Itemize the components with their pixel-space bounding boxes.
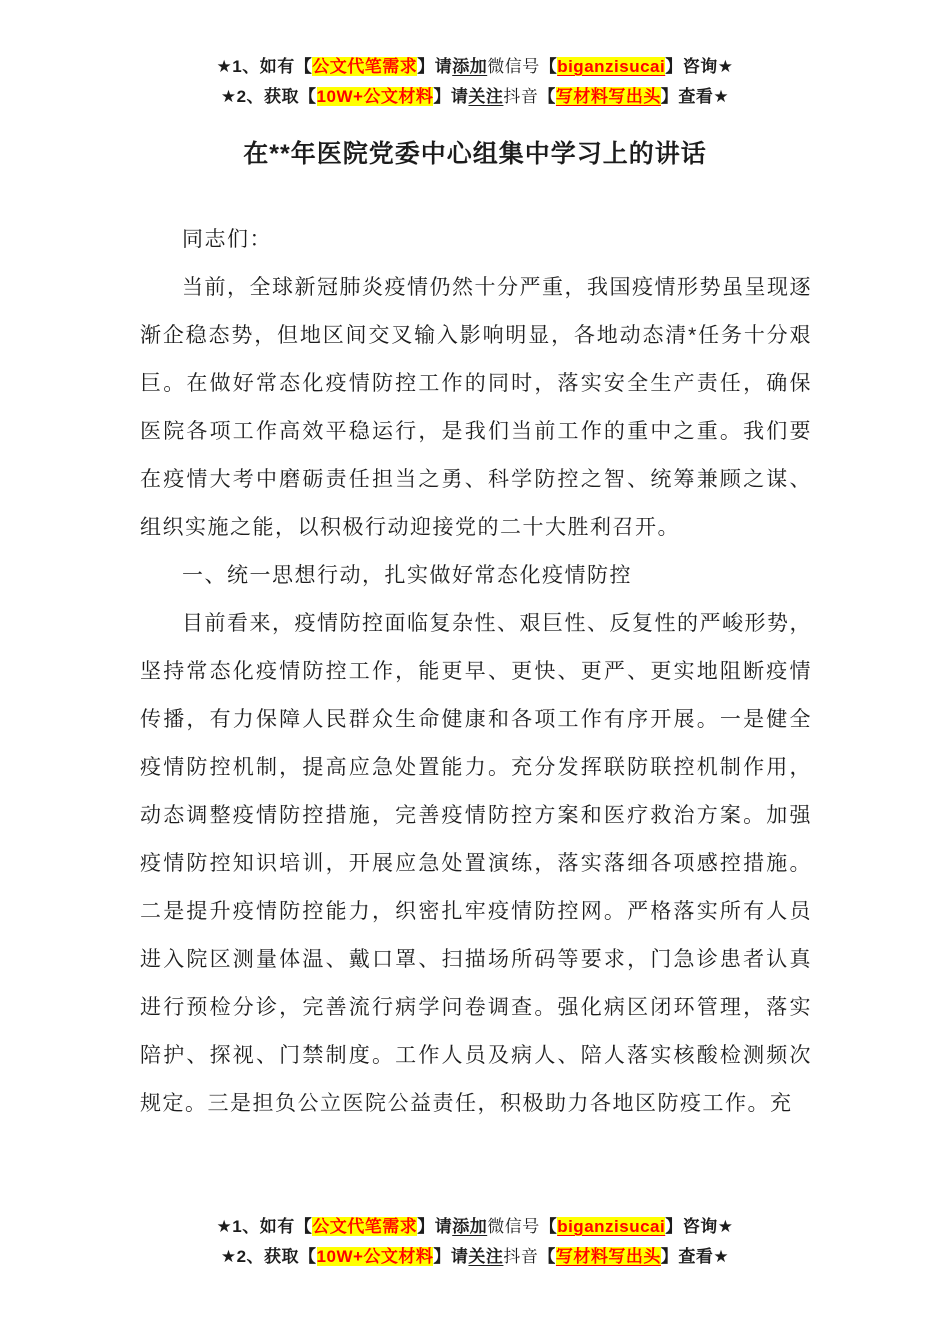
- promo-header-line-2: [0, 82, 950, 112]
- bracket-open: 【: [539, 57, 558, 76]
- add-action-underlined: 添加: [452, 57, 488, 76]
- promo-suffix-label: 】咨询★: [665, 57, 734, 76]
- promo-suffix-label: 】查看★: [660, 87, 730, 106]
- promo-text: 】请: [417, 57, 453, 76]
- promo-header: [0, 0, 950, 112]
- promo-footer-line-1: [0, 1212, 950, 1242]
- follow-action-underlined: 关注: [468, 1247, 504, 1266]
- document-title: 在**年医院党委中心组集中学习上的讲话: [243, 140, 707, 168]
- douyin-label: 抖音: [503, 87, 539, 106]
- promo-suffix-label: 】咨询★: [665, 1217, 734, 1236]
- promo-prefix-label: ★2、获取【: [220, 1247, 317, 1266]
- material-pack-highlight: 10W+公文材料: [316, 87, 434, 106]
- wechat-label: 微信号: [487, 57, 540, 76]
- douyin-account-highlight: 写材料写出头: [555, 1247, 661, 1266]
- promo-text: 】请: [417, 1217, 453, 1236]
- wechat-id-highlight: biganzisucai: [557, 1217, 666, 1236]
- document-body: [0, 216, 950, 1128]
- body-paragraph-salutation: 同志们：: [182, 228, 272, 251]
- promo-footer: [0, 1212, 950, 1272]
- body-paragraph-intro: 当前，全球新冠肺炎疫情仍然十分严重，我国疫情形势虽呈现逐渐企稳态势，但地区间交叉输入影响明显，各地动态清*任务十分艰巨。在做好常态化疫情防控工作的同时，落实安全生产责任，确保医院各项工作高效平稳运行，是我们当前工作的重中之重。我们要在疫情大考中磨砺责任担当之勇、科学防控之智、统筹兼顾之谋、组织实施之能，以积极行动迎接党的二十大胜利召开。: [140, 276, 812, 539]
- promo-prefix-label: ★1、如有【: [216, 1217, 313, 1236]
- body-paragraph-section-1: 目前看来，疫情防控面临复杂性、艰巨性、反复性的严峻形势，坚持常态化疫情防控工作，能更早、更快、更严、更实地阻断疫情传播，有力保障人民群众生命健康和各项工作有序开展。一是健全疫情防控机制，提高应急处置能力。充分发挥联防联控机制作用，动态调整疫情防控措施，完善疫情防控方案和医疗救治方案。加强疫情防控知识培训，开展应急处置演练，落实落细各项感控措施。二是提升疫情防控能力，织密扎牢疫情防控网。严格落实所有人员进入院区测量体温、戴口罩、扫描场所码等要求，门急诊患者认真进行预检分诊，完善流行病学问卷调查。强化病区闭环管理，落实陪护、探视、门禁制度。工作人员及病人、陪人落实核酸检测频次规定。三是担负公立医院公益责任，积极助力各地区防疫工作。充: [140, 612, 812, 1115]
- promo-suffix-label: 】查看★: [660, 1247, 730, 1266]
- promo-footer-line-2: [0, 1242, 950, 1272]
- wechat-label: 微信号: [487, 1217, 540, 1236]
- bracket-open: 【: [539, 1217, 558, 1236]
- service-need-highlight: 公文代笔需求: [312, 1217, 418, 1236]
- promo-text: 】请: [433, 1247, 469, 1266]
- promo-prefix-label: ★2、获取【: [220, 87, 317, 106]
- douyin-label: 抖音: [503, 1247, 539, 1266]
- section-heading-1: 一、统一思想行动，扎实做好常态化疫情防控: [182, 564, 632, 587]
- promo-prefix-label: ★1、如有【: [216, 57, 313, 76]
- promo-header-line-1: [0, 52, 950, 82]
- bracket-open: 【: [538, 87, 556, 106]
- promo-text: 】请: [433, 87, 469, 106]
- follow-action-underlined: 关注: [468, 87, 504, 106]
- douyin-account-highlight: 写材料写出头: [555, 87, 661, 106]
- material-pack-highlight: 10W+公文材料: [316, 1247, 434, 1266]
- service-need-highlight: 公文代笔需求: [312, 57, 418, 76]
- add-action-underlined: 添加: [452, 1217, 488, 1236]
- bracket-open: 【: [538, 1247, 556, 1266]
- wechat-id-highlight: biganzisucai: [557, 57, 666, 76]
